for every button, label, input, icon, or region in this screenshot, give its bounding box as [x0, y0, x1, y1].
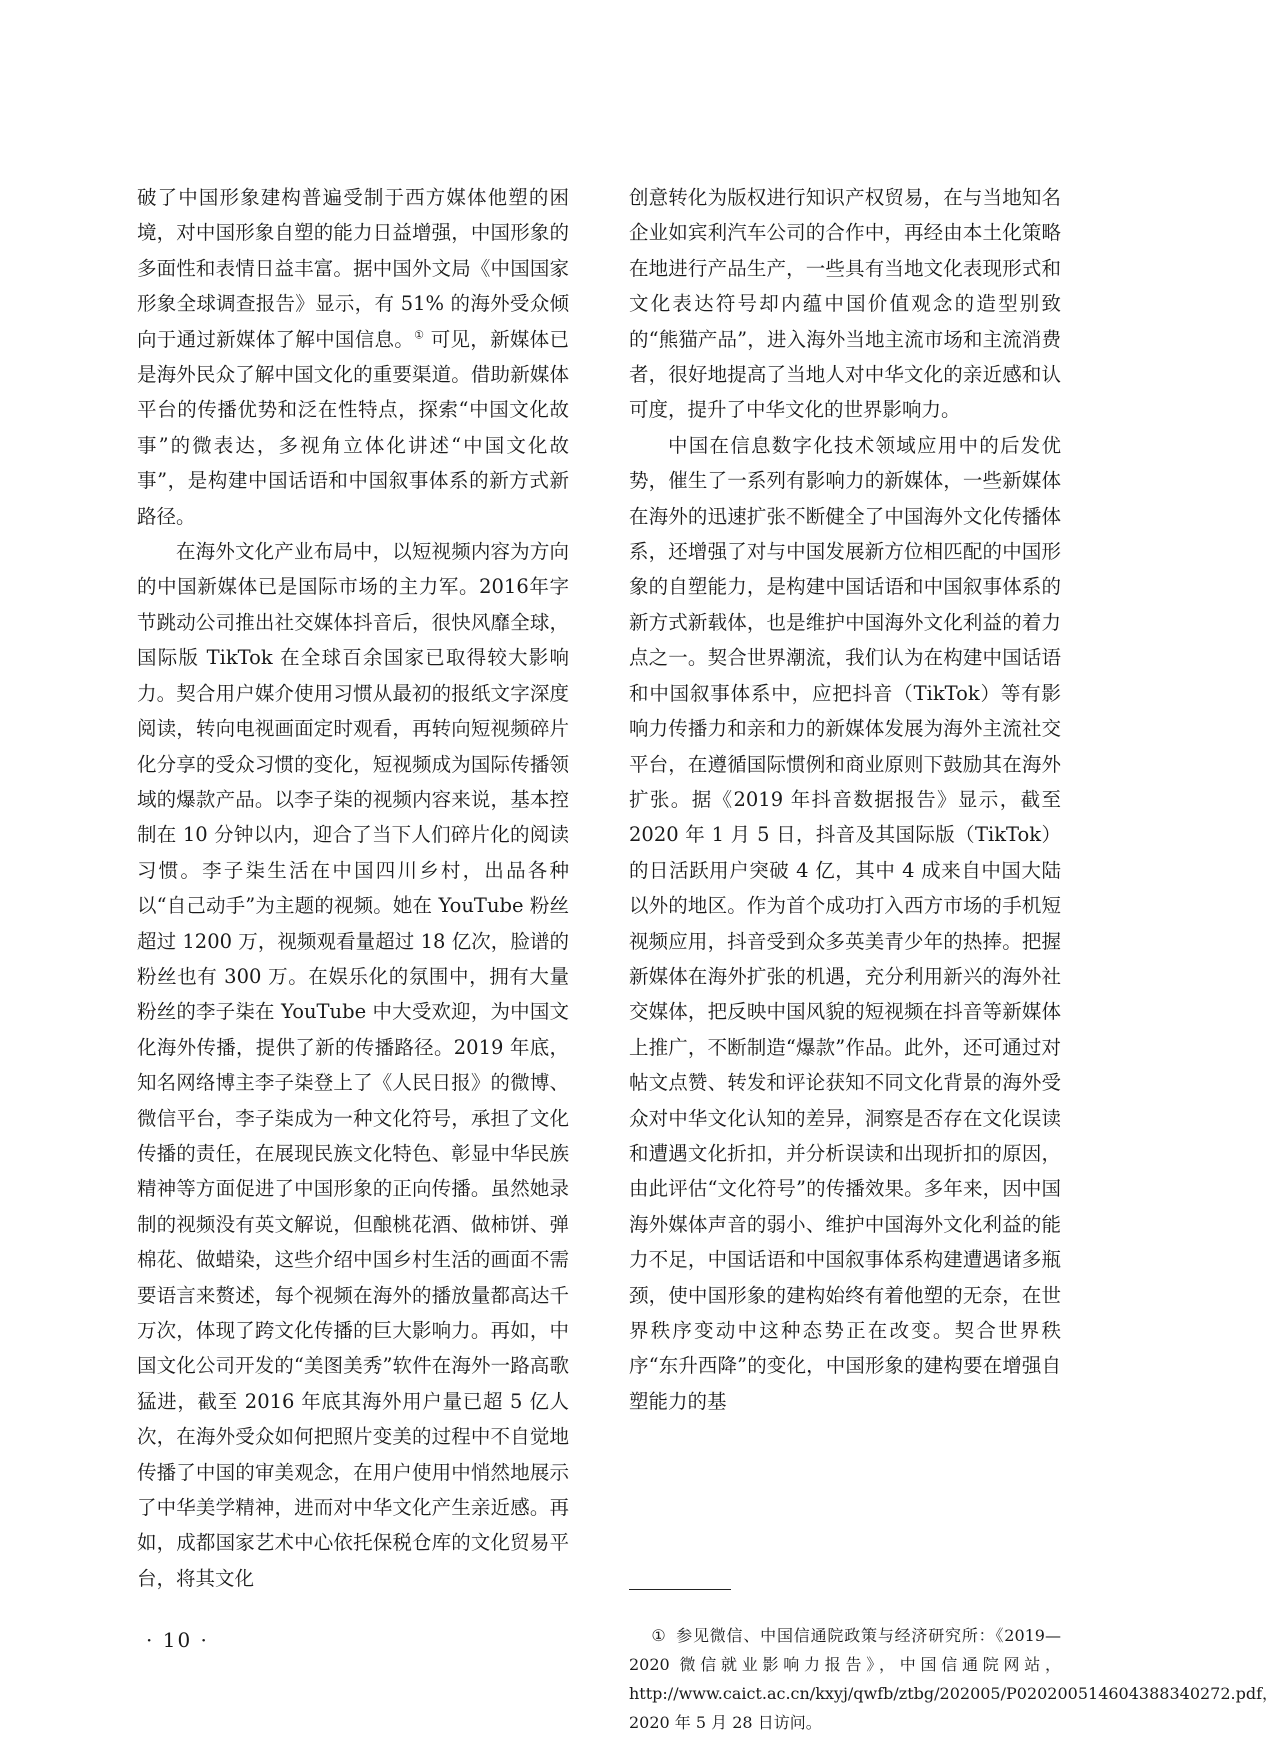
paragraph: 中国在信息数字化技术领域应用中的后发优势，催生了一系列有影响力的新媒体，一些新媒体在海外的迅速扩张不断健全了中国海外文化传播体系，还增强了对与中国发展新方位相匹配的中国形象的自塑能力，是构建中国话语和中国叙事体系的新方式新载体，也是维护中国海外文化利益的着力点之一。契合世界潮流，我们认为在构建中国话语和中国叙事体系中，应把抖音（TikTok）等有影响力传播力和亲和力的新媒体发展为海外主流社交平台，在遵循国际惯例和商业原则下鼓励其在海外扩张。据《2019 年抖音数据报告》显示，截至 2020 年 1 月 5 日，抖音及其国际版（TikTok）的日活跃用户突破 4 亿，其中 4 成来自中国大陆以外的地区。作为首个成功打入西方市场的手机短视频应用，抖音受到众多英美青少年的热捧。把握新媒体在海外扩张的机遇，充分利用新兴的海外社交媒体，把反映中国风貌的短视频在抖音等新媒体上推广，不断制造“爆款”作品。此外，还可通过对帖文点赞、转发和评论获知不同文化背景的海外受众对中华文化认知的差异，洞察是否存在文化误读和遭遇文化折扣，并分析误读和出现折扣的原因，由此评估“文化符号”的传播效果。多年来，因中国海外媒体声音的弱小、维护中国海外文化利益的能力不足，中国话语和中国叙事体系构建遭遇诸多瓶颈，使中国形象的建构始终有着他塑的无奈，在世界秩序变动中这种态势正在改变。契合世界秩序“东升西降”的变化，中国形象的建构要在增强自塑能力的基 [629, 433, 1061, 1413]
left-column [137, 180, 569, 1596]
footnote-text: 参见微信、中国信通院政策与经济研究所：《2019—2020 微信就业影响力报告》，中国信通院网站，http://www.caict.ac.cn/kxyj/qwfb/ztbg/202005/P020200514604388340272.pdf，2020 年 5 月 28 日访问。 [629, 1626, 1278, 1732]
footnote [629, 1621, 1278, 1737]
paragraph-text: 破了中国形象建构普遍受制于西方媒体他塑的困境，对中国形象自塑的能力日益增强，中国形象的多面性和表情日益丰富。据中国外文局《中国国家形象全球调查报告》显示，有 51% 的海外受众倾向于通过新媒体了解中国信息。 [137, 186, 569, 351]
page-number: · 10 · [146, 1628, 209, 1652]
right-column [629, 180, 1061, 1419]
footnote-marker: ① [651, 1626, 666, 1645]
paragraph: 在海外文化产业布局中，以短视频内容为方向的中国新媒体已是国际市场的主力军。2016年字节跳动公司推出社交媒体抖音后，很快风靡全球，国际版 TikTok 在全球百余国家已取得较大影响力。契合用户媒介使用习惯从最初的报纸文字深度阅读，转向电视画面定时观看，再转向短视频碎片化分享的受众习惯的变化，短视频成为国际传播领域的爆款产品。以李子柒的视频内容来说，基本控制在 10 分钟以内，迎合了当下人们碎片化的阅读习惯。李子柒生活在中国四川乡村，出品各种以“自己动手”为主题的视频。她在 YouTube 粉丝超过 1200 万，视频观看量超过 18 亿次，脸谱的粉丝也有 300 万。在娱乐化的氛围中，拥有大量粉丝的李子柒在 YouTube 中大受欢迎，为中国文化海外传播，提供了新的传播路径。2019 年底，知名网络博主李子柒登上了《人民日报》的微博、微信平台，李子柒成为一种文化符号，承担了文化传播的责任，在展现民族文化特色、彰显中华民族精神等方面促进了中国形象的正向传播。虽然她录制的视频没有英文解说，但酿桃花酒、做柿饼、弹棉花、做蜡染，这些介绍中国乡村生活的画面不需要语言来赘述，每个视频在海外的播放量都高达千万次，体现了跨文化传播的巨大影响力。再如，中国文化公司开发的“美图美秀”软件在海外一路高歌猛进，截至 2016 年底其海外用户量已超 5 亿人次，在海外受众如何把照片变美的过程中不自觉地传播了中国的审美观念，在用户使用中悄然地展示了中华美学精神，进而对中华文化产生亲近感。再如，成都国家艺术中心依托保税仓库的文化贸易平台，将其文化 [137, 540, 569, 1590]
paragraph-text-continued: 可见，新媒体已是海外民众了解中国文化的重要渠道。借助新媒体平台的传播优势和泛在性特点，探索“中国文化故事”的微表达，多视角立体化讲述“中国文化故事”，是构建中国话语和中国叙事体系的新方式新路径。 [137, 327, 569, 528]
footnote-separator [629, 1589, 731, 1590]
footnote-reference[interactable]: ① [414, 328, 425, 342]
paragraph: 创意转化为版权进行知识产权贸易，在与当地知名企业如宾利汽车公司的合作中，再经由本土化策略在地进行产品生产，一些具有当地文化表现形式和文化表达符号却内蕴中国价值观念的造型别致的“熊猫产品”，进入海外当地主流市场和主流消费者，很好地提高了当地人对中华文化的亲近感和认可度，提升了中华文化的世界影响力。 [629, 186, 1061, 422]
paragraph [137, 180, 569, 534]
